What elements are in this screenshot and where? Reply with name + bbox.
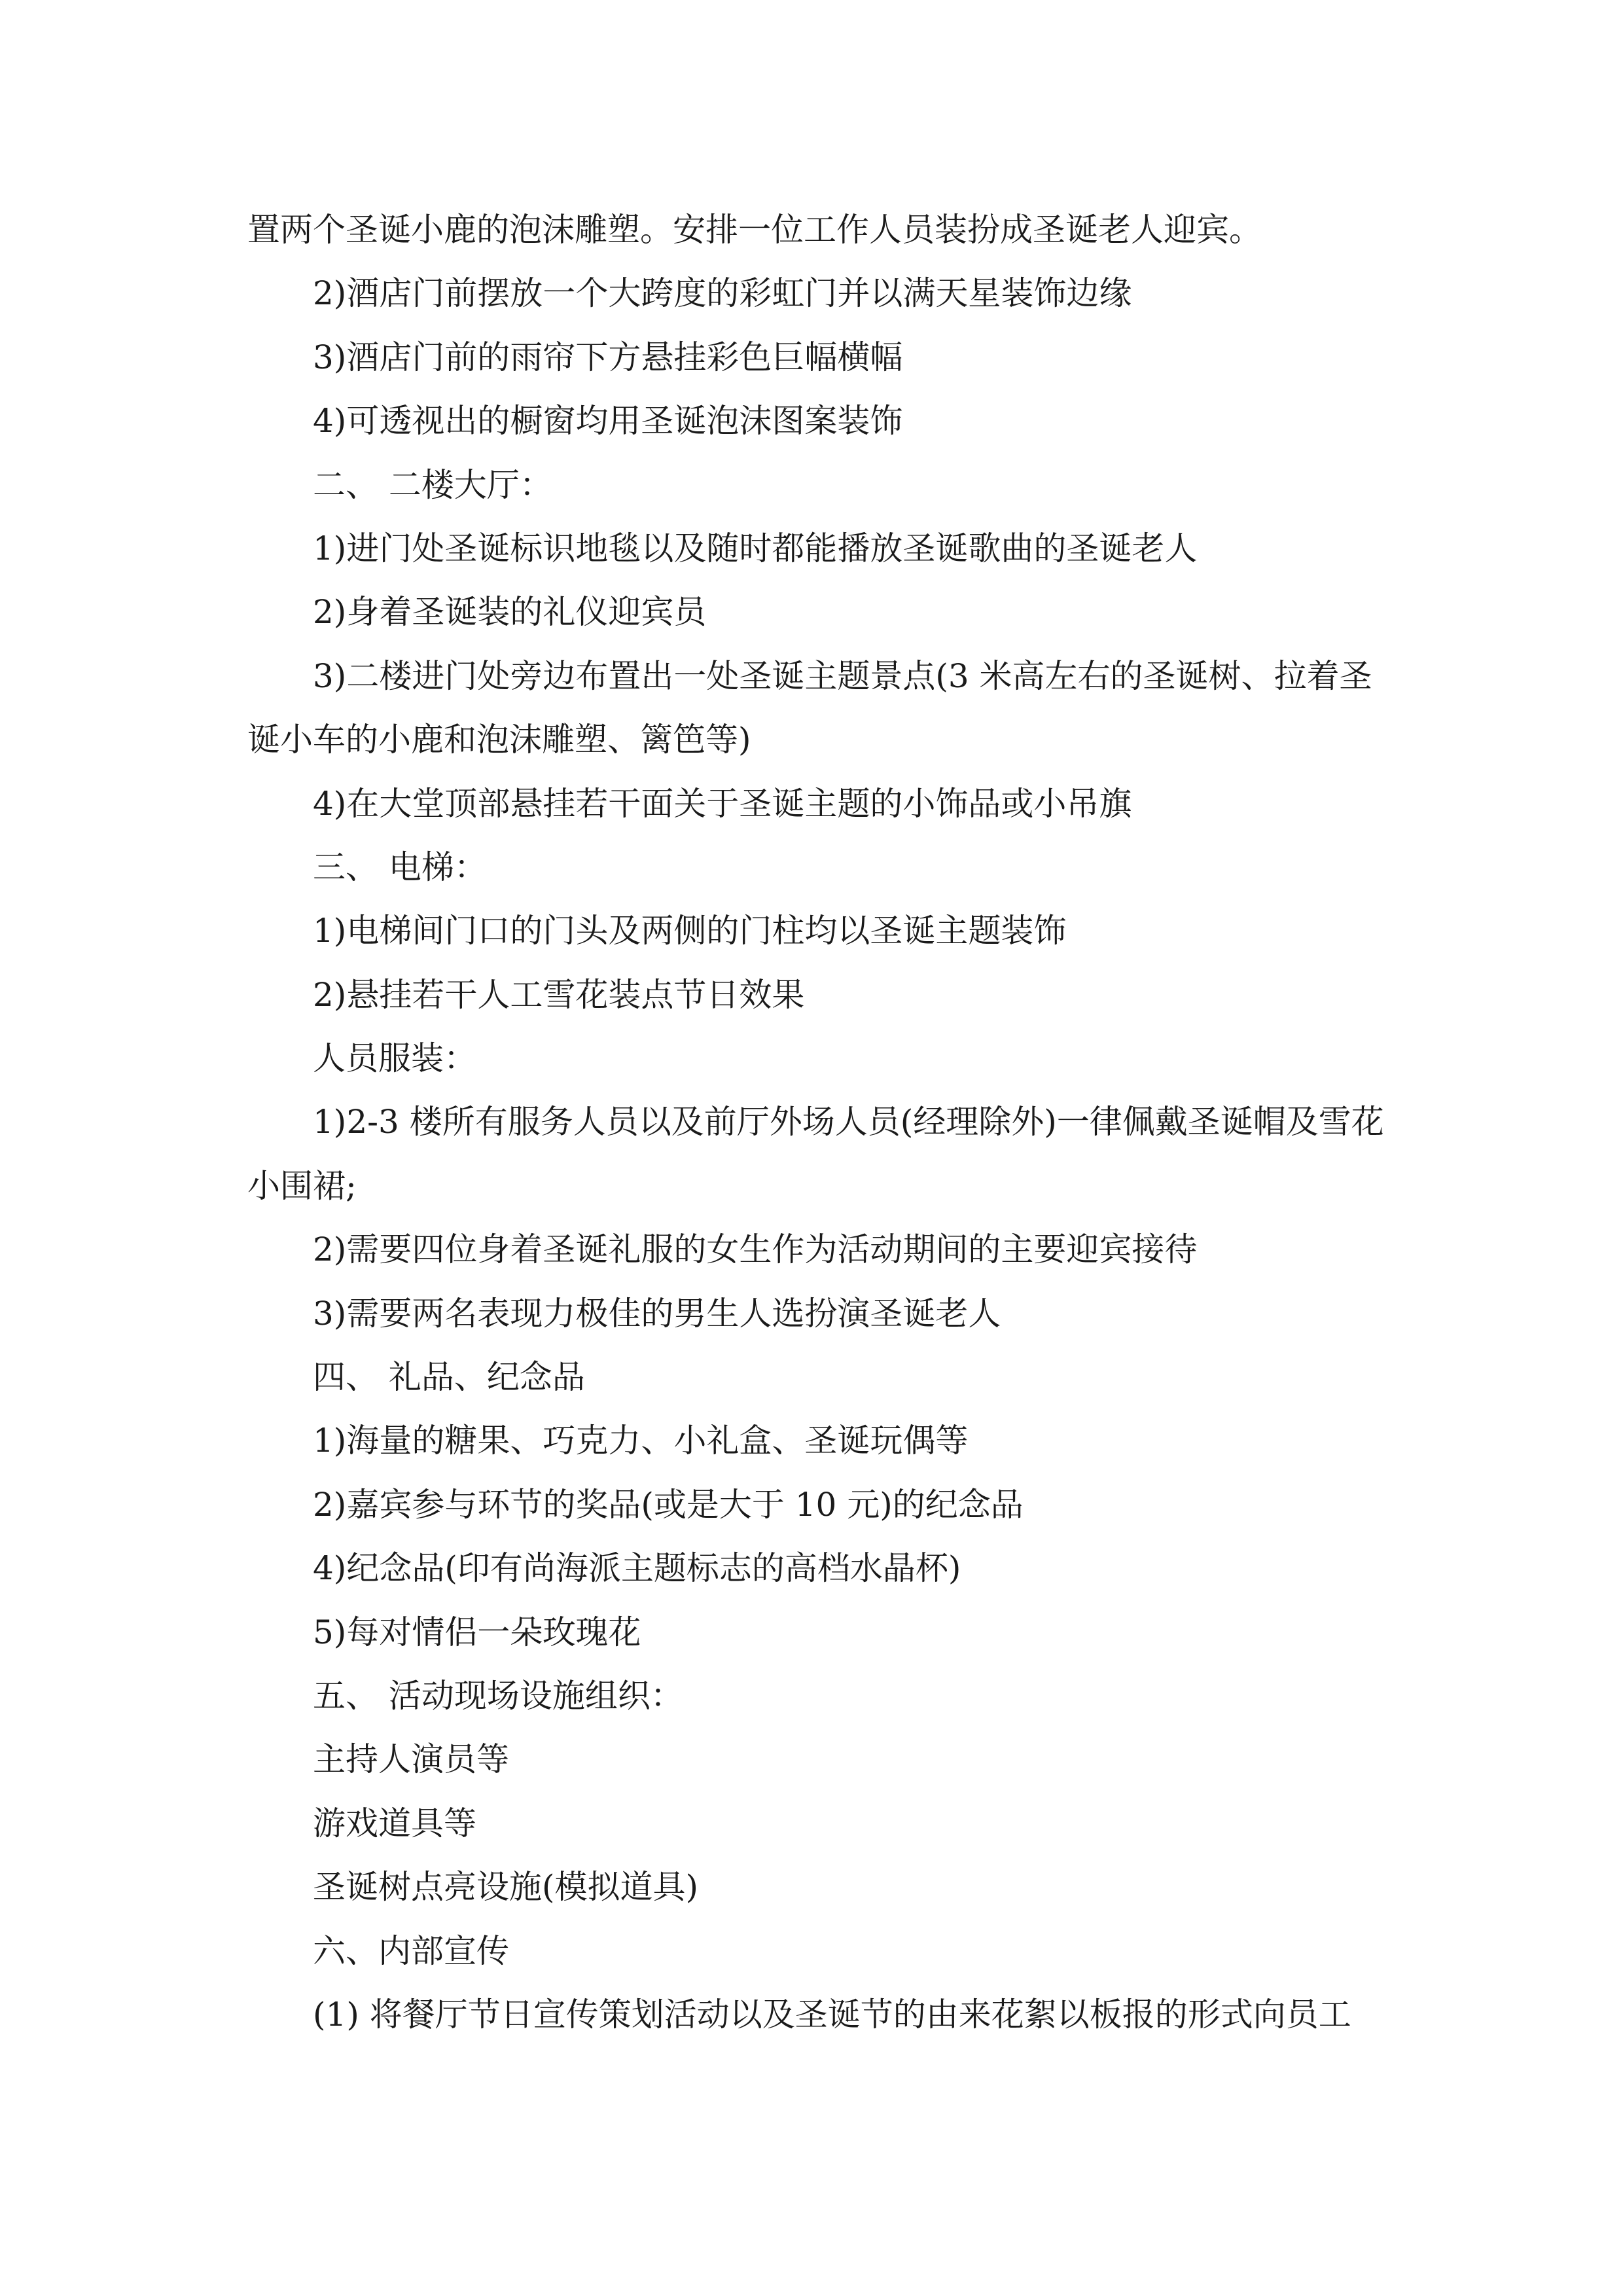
text-line: 人员服装： [313,1039,476,1078]
text-line: 5)每对情侣一朵玫瑰花 [313,1613,641,1651]
text-line: 4)纪念品(印有尚海派主题标志的高档水晶杯) [313,1549,961,1588]
text-line: 圣诞树点亮设施(模拟道具) [313,1868,699,1907]
text-line: 五、 活动现场设施组织： [313,1676,683,1715]
text-line: 2)悬挂若干人工雪花装点节日效果 [313,975,805,1014]
text-line: (1) 将餐厅节日宣传策划活动以及圣诞节的由来花絮以板报的形式向员工 [313,1995,1351,2034]
text-line: 主持人演员等 [313,1740,509,1779]
text-line: 3)二楼进门处旁边布置出一处圣诞主题景点(3 米高左右的圣诞树、拉着圣 [313,656,1372,695]
text-line: 三、 电梯： [313,848,487,886]
document-body [247,198,1386,2047]
text-line: 置两个圣诞小鹿的泡沫雕塑。安排一位工作人员装扮成圣诞老人迎宾。 [247,211,1262,249]
text-line: 2)嘉宾参与环节的奖品(或是大于 10 元)的纪念品 [313,1485,1024,1524]
text-line: 1)2-3 楼所有服务人员以及前厅外场人员(经理除外)一律佩戴圣诞帽及雪花 [313,1103,1384,1141]
text-line: 1)海量的糖果、巧克力、小礼盒、圣诞玩偶等 [313,1422,969,1460]
text-line: 3)酒店门前的雨帘下方悬挂彩色巨幅横幅 [313,338,903,376]
text-line: 1)进门处圣诞标识地毯以及随时都能播放圣诞歌曲的圣诞老人 [313,529,1198,567]
text-line: 2)需要四位身着圣诞礼服的女生作为活动期间的主要迎宾接待 [313,1230,1198,1269]
text-line: 1)电梯间门口的门头及两侧的门柱均以圣诞主题装饰 [313,912,1067,950]
text-line: 小围裙; [247,1166,357,1205]
text-line: 4)可透视出的橱窗均用圣诞泡沫图案装饰 [313,402,903,440]
text-line: 游戏道具等 [313,1804,476,1842]
text-line: 2)酒店门前摆放一个大跨度的彩虹门并以满天星装饰边缘 [313,274,1132,313]
text-line: 3)需要两名表现力极佳的男生人选扮演圣诞老人 [313,1294,1001,1333]
text-line: 六、内部宣传 [313,1931,509,1970]
text-line: 2)身着圣诞装的礼仪迎宾员 [313,593,707,632]
text-line: 诞小车的小鹿和泡沫雕塑、篱笆等) [247,721,751,759]
text-line: 4)在大堂顶部悬挂若干面关于圣诞主题的小饰品或小吊旗 [313,784,1132,823]
text-line: 四、 礼品、纪念品 [313,1358,585,1397]
text-line: 二、 二楼大厅： [313,465,552,504]
